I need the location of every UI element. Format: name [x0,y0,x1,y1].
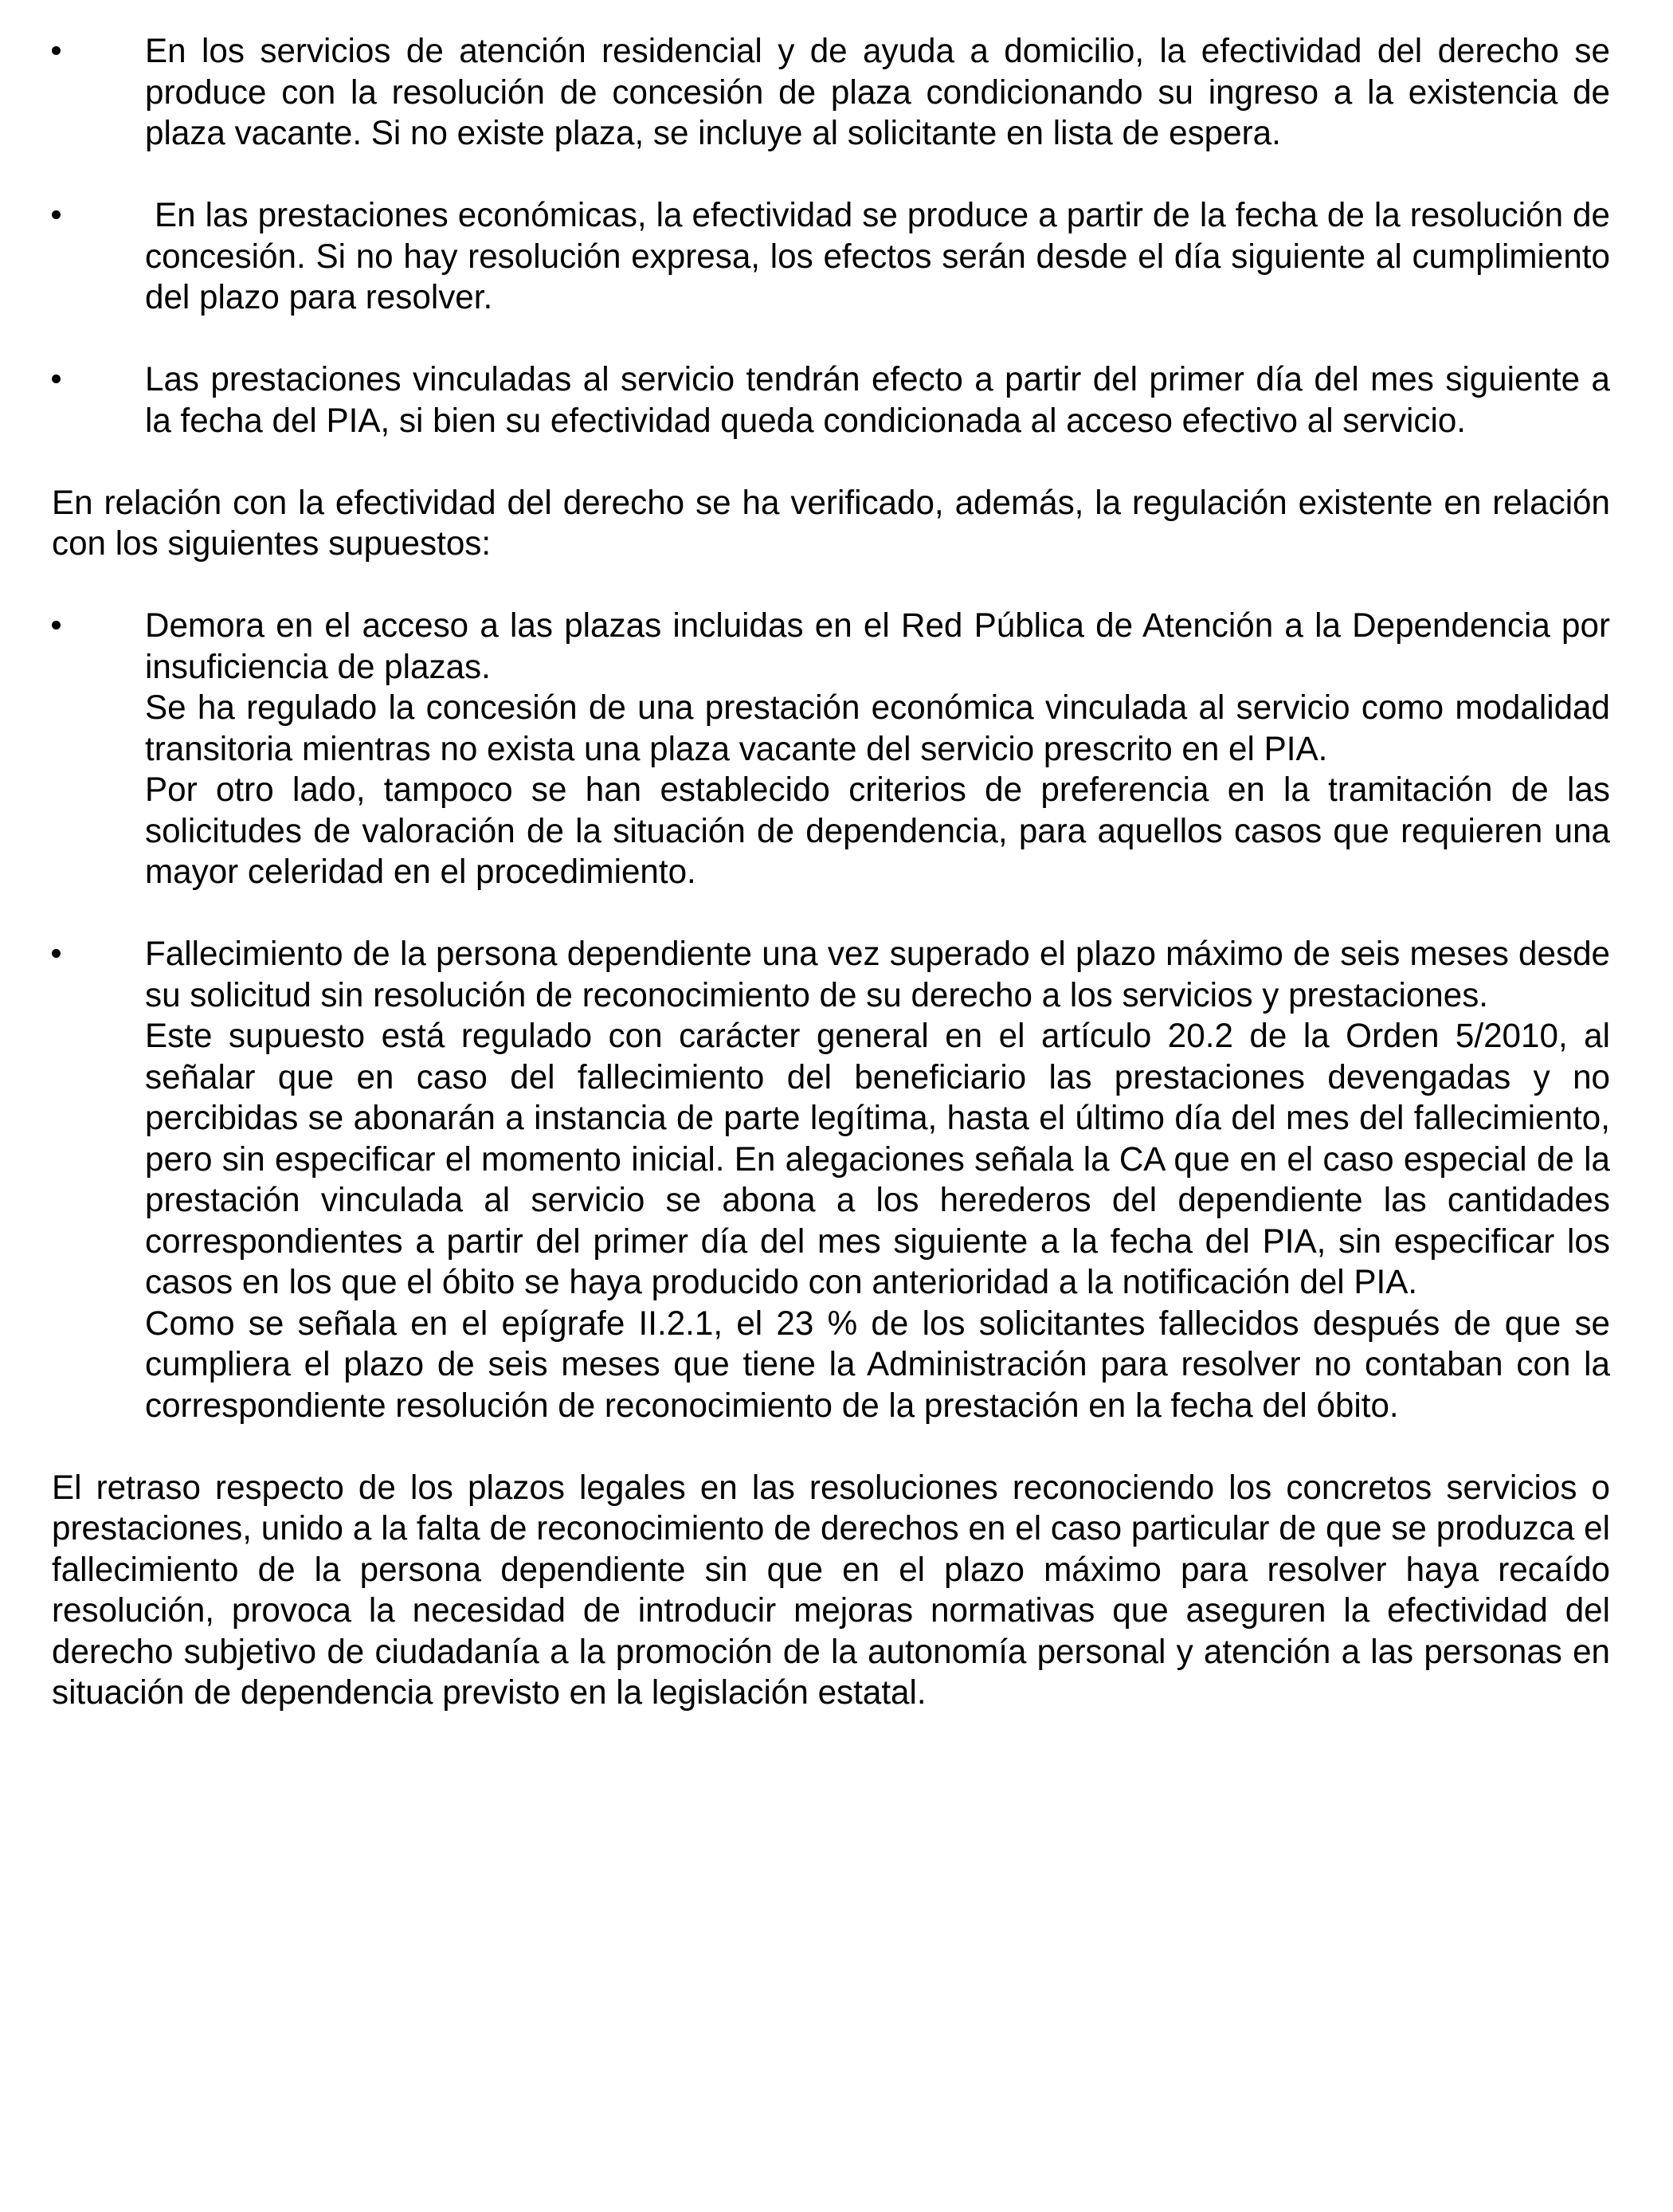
list-item-subparagraph: Por otro lado, tampoco se han establecido criterios de preferencia en la tramitación de las solicitudes de valoración de la situación de dependencia, para aquellos casos que requieren una mayor celeridad en el procedimiento. [145,771,1610,890]
list-item-subparagraph: Como se señala en el epígrafe II.2.1, el 23 % de los solicitantes fallecidos después de que se cumpliera el plazo de seis meses que tiene la Administración para resolver no contaban con la correspondiente resolución de reconocimiento de la prestación en la fecha del óbito. [145,1304,1610,1424]
list-item-subparagraph: Este supuesto está regulado con carácter general en el artículo 20.2 de la Orden 5/2010, al señalar que en caso del fallecimiento del beneficiario las prestaciones devengadas y no percibidas se abonarán a instancia de parte legítima, hasta el último día del mes del fallecimiento, pero sin especificar el momento inicial. En alegaciones señala la CA que en el caso especial de la prestación vinculada al servicio se abona a los herederos del dependiente las cantidades correspondientes a partir del primer día del mes siguiente a la fecha del PIA, sin especificar los casos en los que el óbito se haya producido con anterioridad a la notificación del PIA. [145,1017,1610,1300]
list-item-economic-benefits [52,194,1610,318]
document-page [52,30,1610,1713]
intro-paragraph: En relación con la efectividad del derecho se ha verificado, además, la regulación existente en relación con los siguientes supuestos: [52,483,1610,562]
list-item-text: En las prestaciones económicas, la efectividad se produce a partir de la fecha de la resolución de concesión. Si no hay resolución expresa, los efectos serán desde el día siguiente al cumplimiento del plazo para resolver. [145,196,1610,316]
bullet-icon [52,621,61,629]
bullet-icon [52,210,61,219]
list-item-text: Las prestaciones vinculadas al servicio tendrán efecto a partir del primer día del mes siguiente a la fecha del PIA, si bien su efectividad queda condicionada al acceso efectivo al servicio. [145,360,1610,439]
bullet-icon [52,46,61,55]
list-item-residential-services [52,30,1610,154]
list-item-death-of-dependent [52,933,1610,1426]
list-item-text: En los servicios de atención residencial y de ayuda a domicilio, la efectividad del derecho se produce con la resolución de concesión de plaza condicionando su ingreso a la existencia de plaza vacante. Si no existe plaza, se incluye al solicitante en lista de espera. [145,32,1610,151]
closing-paragraph: El retraso respecto de los plazos legales en las resoluciones reconociendo los concretos servicios o prestaciones, unido a la falta de reconocimiento de derechos en el caso particular de que se produzca el fallecimiento de la persona dependiente sin que en el plazo máximo para resolver haya recaído resolución, provoca la necesidad de introducir mejoras normativas que aseguren la efectividad del derecho subjetivo de ciudadanía a la promoción de la autonomía personal y atención a las personas en situación de dependencia previsto en la legislación estatal. [52,1468,1610,1711]
list-item-access-delay [52,605,1610,892]
list-item-linked-benefits [52,359,1610,441]
list-item-subparagraph: Se ha regulado la concesión de una prestación económica vinculada al servicio como modalidad transitoria mientras no exista una plaza vacante del servicio prescrito en el PIA. [145,688,1610,767]
list-item-text: Demora en el acceso a las plazas incluidas en el Red Pública de Atención a la Dependencia por insuficiencia de plazas. [145,606,1610,685]
list-item-text: Fallecimiento de la persona dependiente una vez superado el plazo máximo de seis meses desde su solicitud sin resolución de reconocimiento de su derecho a los servicios y prestaciones. [145,935,1610,1014]
bullet-icon [52,949,61,958]
bullet-icon [52,375,61,383]
